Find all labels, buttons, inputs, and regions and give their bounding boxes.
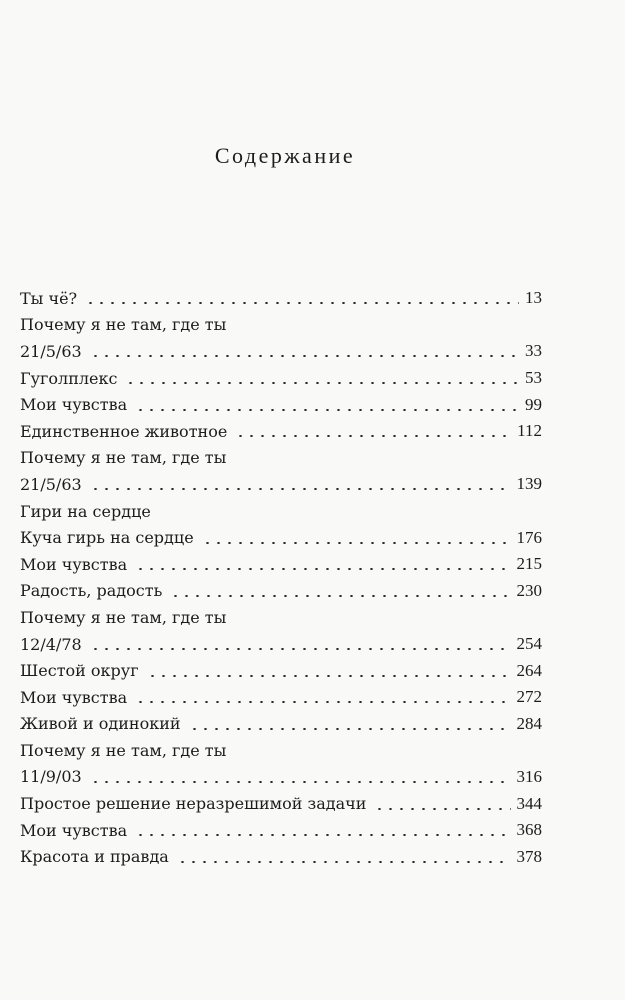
- toc-entry-page-number: 33: [525, 341, 542, 361]
- toc-entry-title: Гири на сердце: [20, 501, 151, 521]
- toc-entry-page-number: 316: [516, 766, 542, 786]
- page-title: Содержание: [214, 143, 356, 168]
- toc-entry-title: 11/9/03: [20, 767, 82, 787]
- dot-leader: [90, 488, 511, 490]
- toc-entry-title: Куча гирь на сердце: [20, 528, 194, 548]
- toc-entry-title: Почему я не там, где ты: [20, 607, 227, 627]
- toc-entry[interactable]: [20, 764, 542, 791]
- dot-leader: [85, 302, 519, 304]
- toc-entry[interactable]: [20, 711, 542, 738]
- toc-entry[interactable]: [20, 631, 542, 658]
- toc-entry-title: 21/5/63: [20, 341, 82, 361]
- toc-entry-title: 21/5/63: [20, 474, 82, 494]
- toc-entry-title: Почему я не там, где ты: [20, 740, 227, 760]
- toc-entry[interactable]: [20, 445, 542, 472]
- dot-leader: [90, 355, 519, 357]
- toc-entry-page-number: 215: [516, 554, 542, 574]
- toc-entry-title: Красота и правда: [20, 847, 169, 867]
- dot-leader: [135, 701, 510, 703]
- toc-entry[interactable]: [20, 790, 542, 817]
- toc-entry[interactable]: [20, 578, 542, 605]
- toc-entry-page-number: 99: [525, 394, 542, 414]
- toc-entry-title: Живой и одинокий: [20, 714, 181, 734]
- toc-entry[interactable]: [20, 365, 542, 392]
- toc-entry-title: Гуголплекс: [20, 368, 118, 388]
- toc-entry-page-number: 368: [516, 820, 542, 840]
- dot-leader: [135, 834, 510, 836]
- toc-entry-page-number: 53: [525, 368, 542, 388]
- toc-entry-title: Мои чувства: [20, 820, 128, 840]
- toc-entry-page-number: 139: [516, 474, 542, 494]
- toc-entry[interactable]: [20, 604, 542, 631]
- dot-leader: [170, 595, 510, 597]
- toc-entry[interactable]: [20, 471, 542, 498]
- toc-entry-title: Мои чувства: [20, 554, 128, 574]
- toc-entry-page-number: 344: [516, 793, 542, 813]
- toc-entry[interactable]: [20, 498, 542, 525]
- toc-entry-title: Шестой округ: [20, 661, 139, 681]
- toc-entry[interactable]: [20, 684, 542, 711]
- dot-leader: [135, 568, 510, 570]
- dot-leader: [235, 435, 511, 437]
- dot-leader: [90, 781, 511, 783]
- toc-entry[interactable]: [20, 418, 542, 445]
- toc-entry-page-number: 176: [516, 527, 542, 547]
- toc-entry-page-number: 378: [516, 846, 542, 866]
- toc-entry-page-number: 284: [516, 713, 542, 733]
- toc-entry-title: Простое решение неразрешимой задачи: [20, 794, 367, 814]
- toc-entry-title: Почему я не там, где ты: [20, 448, 227, 468]
- toc-entry-title: Ты чё?: [20, 288, 78, 308]
- toc-entry[interactable]: [20, 843, 542, 870]
- toc-entry[interactable]: [20, 657, 542, 684]
- toc-entry-page-number: 264: [516, 660, 542, 680]
- toc-entry-page-number: 230: [516, 580, 542, 600]
- toc-entry[interactable]: [20, 551, 542, 578]
- dot-leader: [177, 861, 511, 863]
- dot-leader: [135, 409, 519, 411]
- dot-leader: [189, 728, 511, 730]
- toc-entry-title: Радость, радость: [20, 581, 163, 601]
- toc-entry[interactable]: [20, 285, 542, 312]
- toc-entry-page-number: 254: [516, 634, 542, 654]
- dot-leader: [147, 675, 511, 677]
- toc-entry[interactable]: [20, 524, 542, 551]
- toc-entry-title: Единственное животное: [20, 421, 228, 441]
- toc-entry-title: Почему я не там, где ты: [20, 315, 227, 335]
- toc-entry-title: Мои чувства: [20, 395, 128, 415]
- toc-entry[interactable]: [20, 338, 542, 365]
- dot-leader: [125, 382, 519, 384]
- toc-entry-page-number: 13: [525, 288, 542, 308]
- toc-entry-page-number: 272: [516, 687, 542, 707]
- dot-leader: [202, 542, 511, 544]
- dot-leader: [90, 648, 511, 650]
- toc-entry-title: Мои чувства: [20, 687, 128, 707]
- table-of-contents: [20, 285, 542, 870]
- toc-entry-title: 12/4/78: [20, 634, 82, 654]
- toc-entry[interactable]: [20, 312, 542, 339]
- toc-entry[interactable]: [20, 737, 542, 764]
- toc-entry-page-number: 112: [517, 421, 542, 441]
- dot-leader: [374, 808, 510, 810]
- toc-entry[interactable]: [20, 391, 542, 418]
- toc-entry[interactable]: [20, 817, 542, 844]
